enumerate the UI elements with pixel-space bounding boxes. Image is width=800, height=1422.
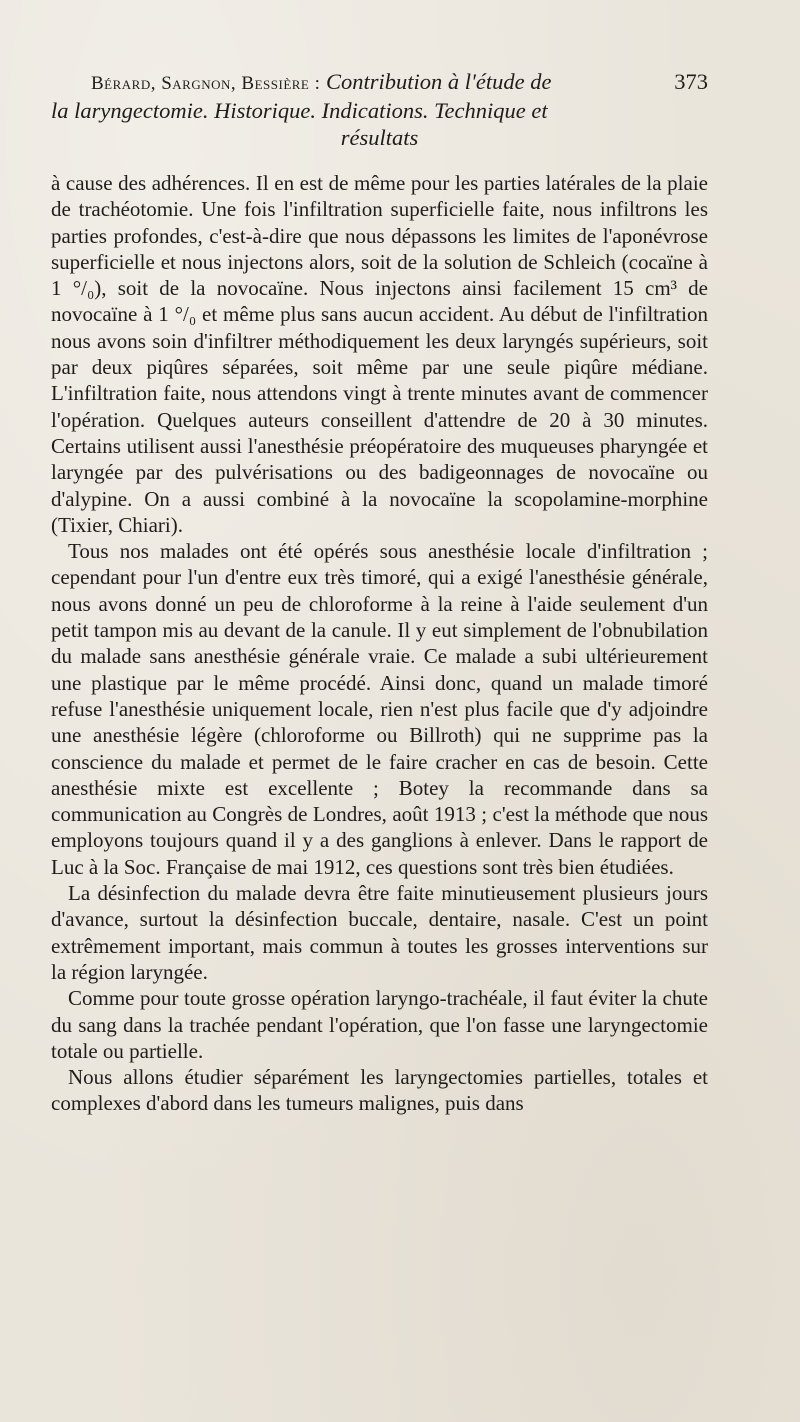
header-title-part-1: Contribution à l'étude de <box>326 69 552 94</box>
running-header <box>51 68 708 151</box>
paragraph-3: La désinfection du malade devra être faite minutieusement plusieurs jours d'avance, surtout la désinfection buccale, dentaire, nasale. C'est un point extrêmement important, mais commun à toutes les grosses interventions sur la région laryngée. <box>51 881 708 984</box>
page-number: 373 <box>674 69 708 94</box>
header-title-part-3: résultats <box>340 125 419 150</box>
paragraph-1: à cause des adhérences. Il en est de même pour les parties latérales de la plaie de trachéotomie. Une fois l'infiltration superficielle faite, nous infiltrons les parties profondes, c'est-à-dire que nous dépassons les limites de l'aponévrose superficielle et nous injectons alors, soit de la solution de Schleich (cocaïne à 1 °/₀), soit de la novocaïne. Nous injectons ainsi facilement 15 cm³ de novocaïne à 1 °/₀ et même plus sans aucun accident. Au début de l'infiltration nous avons soin d'infiltrer méthodiquement les deux laryngés supérieurs, soit par deux piqûres séparées, soit même par une seule piqûre médiane. L'infiltration faite, nous attendons vingt à trente minutes avant de commencer l'opération. Quelques auteurs conseillent d'attendre de 20 à 30 minutes. Certains utilisent aussi l'anesthésie préopératoire des muqueuses pharyngée et laryngée par des pulvérisations ou des badigeonnages de novocaïne ou d'alypine. On a aussi combiné à la novocaïne la scopolamine-morphine (Tixier, Chiari). <box>51 171 708 537</box>
header-title-part-2: la laryngectomie. Historique. Indications. Technique et <box>51 98 548 123</box>
header-authors: Bérard, Sargnon, Bessière : <box>91 73 321 94</box>
header-line-1 <box>51 68 708 97</box>
paragraph-4: Comme pour toute grosse opération laryngo-trachéale, il faut éviter la chute du sang dans la trachée pendant l'opération, que l'on fasse une laryngectomie totale ou partielle. <box>51 986 708 1063</box>
paragraph-2: Tous nos malades ont été opérés sous anesthésie locale d'infiltration ; cependant pour l'un d'entre eux très timoré, qui a exigé l'anesthésie générale, nous avons donné un peu de chloroforme à la reine à l'aide seulement d'un petit tampon mis au devant de la canule. Il y eut simplement de l'obnubilation du malade sans anesthésie générale vraie. Ce malade a subi ultérieurement une plastique par le même procédé. Ainsi donc, quand un malade timoré refuse l'anesthésie uniquement locale, rien n'est plus facile que d'y adjoindre une anesthésie légère (chloroforme ou Billroth) qui ne supprime pas la conscience du malade et permet de le faire cracher en cas de besoin. Cette anesthésie mixte est excellente ; Botey la recommande dans sa communication au Congrès de Londres, août 1913 ; c'est la méthode que nous employons toujours quand il y a des ganglions à enlever. Dans le rapport de Luc à la Soc. Française de mai 1912, ces questions sont très bien étudiées. <box>51 539 708 879</box>
header-citation <box>91 68 551 97</box>
body-text <box>51 170 708 1117</box>
document-page <box>51 68 708 1117</box>
paragraph-5: Nous allons étudier séparément les laryngectomies partielles, totales et complexes d'abord dans les tumeurs malignes, puis dans <box>51 1065 708 1116</box>
